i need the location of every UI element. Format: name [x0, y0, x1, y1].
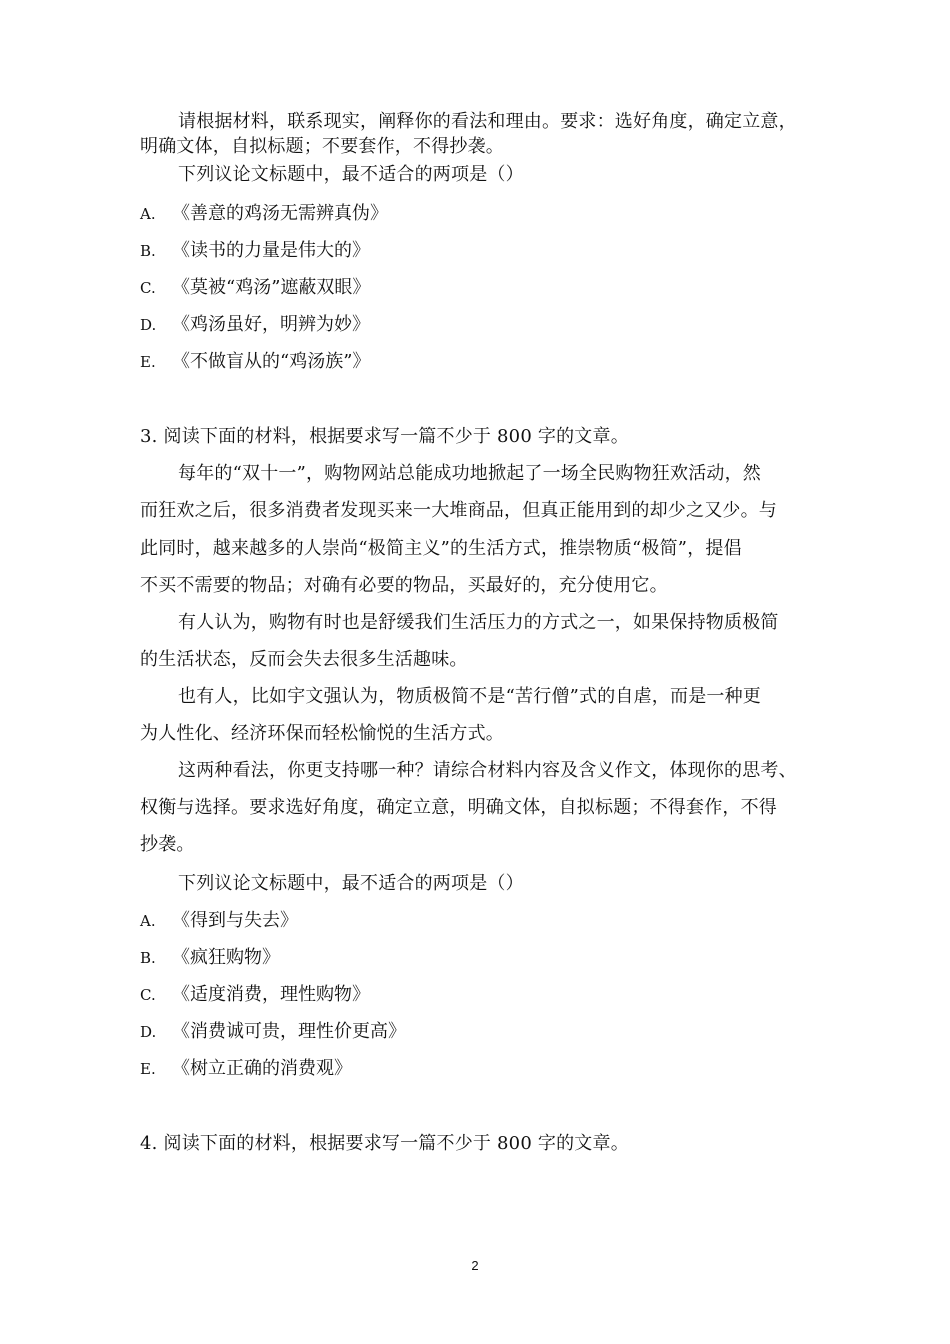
option-text: 《读书的力量是伟大的》 [172, 240, 370, 261]
paragraph-line: 请根据材料，联系现实，阐释你的看法和理由。要求：选好角度，确定立意， [178, 111, 797, 132]
option-text: 《得到与失去》 [172, 910, 298, 931]
option-letter: B. [140, 949, 156, 967]
paragraph-line: 不买不需要的物品；对确有必要的物品，买最好的，充分使用它。 [140, 575, 668, 596]
paragraph-line: 也有人，比如宇文强认为，物质极简不是“苦行僧”式的自虐，而是一种更 [178, 686, 762, 707]
option-letter: C. [140, 986, 156, 1004]
option-letter: C. [140, 279, 156, 297]
question-prompt: 下列议论文标题中，最不适合的两项是（） [178, 164, 524, 185]
option-a [140, 203, 388, 225]
option-letter: D. [140, 1023, 157, 1041]
option-c [140, 277, 370, 299]
paragraph-line: 抄袭。 [140, 834, 195, 855]
option-text: 《不做盲从的“鸡汤族”》 [172, 351, 371, 372]
paragraph-line: 此同时，越来越多的人崇尚“极简主义”的生活方式，推崇物质“极简”，提倡 [140, 538, 742, 559]
page-number: 2 [471, 1258, 479, 1273]
question-heading: 3. 阅读下面的材料，根据要求写一篇不少于 800 字的文章。 [140, 426, 629, 447]
option-text: 《鸡汤虽好，明辨为妙》 [172, 314, 370, 335]
option-b [140, 240, 370, 262]
paragraph-line: 为人性化、经济环保而轻松愉悦的生活方式。 [140, 723, 504, 744]
option-letter: E. [140, 1060, 156, 1078]
paragraph-line: 权衡与选择。要求选好角度，确定立意，明确文体，自拟标题；不得套作，不得 [140, 797, 777, 818]
option-letter: E. [140, 353, 156, 371]
option-c [140, 984, 370, 1006]
question-heading: 4. 阅读下面的材料，根据要求写一篇不少于 800 字的文章。 [140, 1133, 629, 1154]
option-e [140, 351, 370, 373]
paragraph-line: 这两种看法，你更支持哪一种？请综合材料内容及含义作文，体现你的思考、 [178, 760, 797, 781]
option-text: 《消费诚可贵，理性价更高》 [172, 1021, 406, 1042]
option-letter: D. [140, 316, 157, 334]
option-text: 《疯狂购物》 [172, 947, 280, 968]
option-letter: B. [140, 242, 156, 260]
option-text: 《莫被“鸡汤”遮蔽双眼》 [172, 277, 371, 298]
paragraph-line: 的生活状态，反而会失去很多生活趣味。 [140, 649, 468, 670]
paragraph-line: 明确文体，自拟标题；不要套作，不得抄袭。 [140, 136, 504, 157]
option-text: 《树立正确的消费观》 [172, 1058, 352, 1079]
option-text: 《适度消费，理性购物》 [172, 984, 370, 1005]
paragraph-line: 每年的“双十一”，购物网站总能成功地掀起了一场全民购物狂欢活动，然 [178, 463, 762, 484]
option-text: 《善意的鸡汤无需辨真伪》 [172, 203, 388, 224]
option-e [140, 1058, 352, 1080]
paragraph-line: 而狂欢之后，很多消费者发现买来一大堆商品，但真正能用到的却少之又少。与 [140, 500, 777, 521]
option-d [140, 314, 370, 336]
option-letter: A. [140, 205, 156, 223]
question-prompt: 下列议论文标题中，最不适合的两项是（） [178, 873, 524, 894]
option-d [140, 1021, 406, 1043]
paragraph-line: 有人认为，购物有时也是舒缓我们生活压力的方式之一，如果保持物质极简 [178, 612, 779, 633]
option-letter: A. [140, 912, 156, 930]
option-b [140, 947, 280, 969]
option-a [140, 910, 298, 932]
